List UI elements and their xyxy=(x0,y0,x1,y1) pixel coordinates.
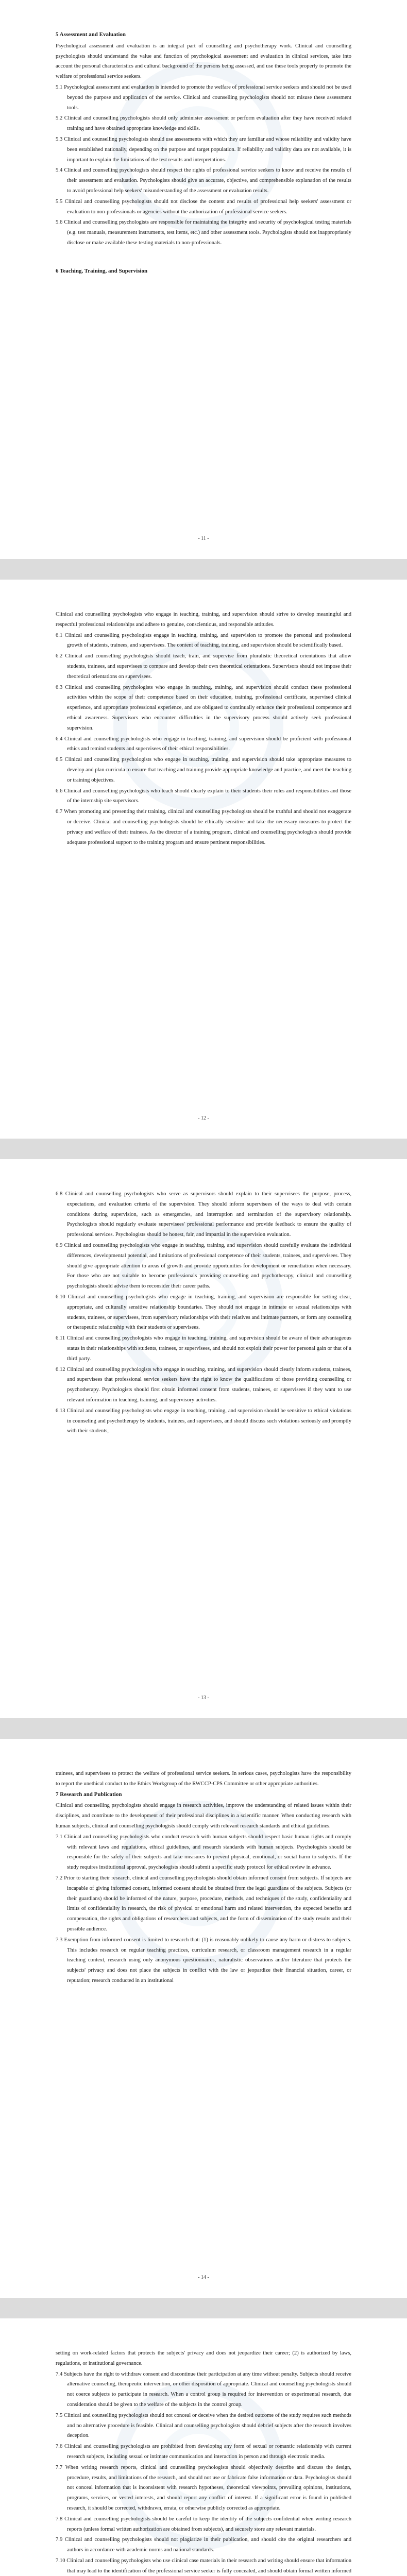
paragraph: trainees, and supervisees to protect the welfare of professional service seekers. In serious cases, psychologists have the responsibility to report the unethical conduct to the Ethics Workgroup of the RWCCP-CPS Committee or other appropriate authorities. xyxy=(56,1771,351,1787)
numbered-clause: 7.3 Exemption from informed consent is limited to research that: (1) is reasonably unlikely to cause any harm or distress to subjects. This includes research on regular teaching practices, curriculum research, or classroom management research in a regular teaching context, research using only anonymous questionnaires, naturalistic observations and/or literature that protects the subjects' privacy and does not place the subjects in conflict with the law or jeopardize their financial situation, career, or reputation; research conducted in an institutional xyxy=(56,1937,351,1984)
page-content xyxy=(56,1189,351,1437)
paragraph: Psychological assessment and evaluation is an integral part of counselling and psychotherapy work. Clinical and counselling psychologists should understand the value and function of psychological assessment and evaluation in clinical services, take into account the personal characteristics and cultural background of the persons being assessed, and use these tools properly to promote the welfare of professional service seekers. xyxy=(56,43,351,80)
numbered-clause: 6.7 When promoting and presenting their training, clinical and counselling psychologists should be truthful and should not exaggerate or deceive. Clinical and counselling psychologists should be ethically sensitive and take the necessary measures to protect the privacy and welfare of their trainees. As the director of a training program, clinical and counselling psychologists should provide adequate professional support to the training program and ensure pertinent responsibilities. xyxy=(56,809,351,845)
numbered-clause: 6.5 Clinical and counselling psychologists who engage in teaching, training, and supervision should take appropriate measures to develop and plan curricula to ensure that teaching and training provide appropriate knowledge and practice, and meet the teaching or training objectives. xyxy=(56,757,351,783)
paragraph: Clinical and counselling psychologists who engage in teaching, training, and supervision should strive to develop meaningful and respectful professional relationships and adhere to genuine, conscientious, and responsible attitudes. xyxy=(56,612,351,628)
page-number: - 13 - xyxy=(198,1695,209,1701)
document-page-5 xyxy=(0,2318,407,2576)
page-content xyxy=(56,609,351,848)
numbered-clause: 6.9 Clinical and counselling psychologists who engage in teaching, training, and supervision should carefully evaluate the individual differences, developmental potential, and limitations of professional competence of their students, trainees, and supervisees. They should give appropriate attention to areas of growth and provide opportunities for development or remediation when necessary. For those who are not suitable to become professionals providing counselling and psychotherapy, clinical and counselling psychologists should advise them to reconsider their career paths. xyxy=(56,1242,351,1290)
numbered-clause: 7.2 Prior to starting their research, clinical and counselling psychologists should obtain informed consent from subjects. If subjects are incapable of giving informed consent, informed consent should be obtained from the legal guardians of the subjects. Subjects (or their guardians) should be informed of the nature, purpose, procedure, methods, and techniques of the study, confidentiality and limits of confidentiality in research, the risk of physical or emotional harm and related intervention, the expected benefits and compensation, the rights and obligations of researchers and subjects, and the form of dissemination of the study results and their possible audience. xyxy=(56,1875,351,1932)
page-number: - 12 - xyxy=(198,1115,209,1121)
spacer xyxy=(56,249,351,266)
numbered-clause: 6.2 Clinical and counselling psychologists should teach, train, and supervise from pluralistic theoretical orientations that allow students, trainees, and supervisees to compare and develop their own theoretical orientations. Supervisors should not impose their theoretical orientations on supervisees. xyxy=(56,653,351,680)
document-page-4 xyxy=(0,1739,407,2298)
page-content xyxy=(56,30,351,278)
numbered-clause: 7.5 Clinical and counselling psychologists should not conceal or deceive when the desired outcome of the study requires such methods and no alternative procedure is feasible. Clinical and counselling psychologists should debrief subjects after the research involves deception. xyxy=(56,2412,351,2439)
numbered-clause: 7.4 Subjects have the right to withdraw consent and discontinue their participation at any time without penalty. Subjects should receive alternative counseling, therapeutic intervention, or other disposition of appropriate. Clinical and counselling psychologists should not coerce subjects to participate in research. When a control group is required for intervention or experimental research, due consideration should be given to the welfare of the subjects in the control group. xyxy=(56,2371,351,2408)
numbered-clause: 7.10 Clinical and counselling psychologists who use clinical case materials in their research and writing should ensure that information that may lead to the identification of the professional service seeker is fully concealed, and should obtain formal written informed xyxy=(56,2557,351,2574)
section-heading: 7 Research and Publication xyxy=(56,1791,122,1798)
numbered-clause: 6.11 Clinical and counselling psychologists who engage in teaching, training, and supervision should be aware of their advantageous status in their relationships with students, trainees, or supervisees, and should not exploit their power for personal gain or that of a third party. xyxy=(56,1335,351,1362)
section-heading: 6 Teaching, Training, and Supervision xyxy=(56,267,148,274)
numbered-clause: 5.1 Psychological assessment and evaluation is intended to promote the welfare of professional service seekers and should not be used beyond the purpose and application of the service. Clinical and counselling psychologists should not misuse these assessment tools. xyxy=(56,84,351,111)
numbered-clause: 5.6 Clinical and counselling psychologists are responsible for maintaining the integrity and security of psychological testing materials (e.g. test manuals, measurement instruments, test items, etc.) and other assessment tools. Psychologists should not inappropriately disclose or make available these testing materials to non-professionals. xyxy=(56,219,351,246)
numbered-clause: 7.1 Clinical and counselling psychologists who conduct research with human subjects should respect basic human rights and comply with relevant laws and regulations, ethical guidelines, and research standards with human subjects. Psychologists should be responsible for the safety of their subjects and take measures to prevent physical, emotional, or social harm to subjects. If the study requires institutional approval, psychologists should submit a specific study protocol for ethical review in advance. xyxy=(56,1834,351,1871)
paragraph: setting on work-related factors that protects the subjects' privacy and does not jeopardize their career; (2) is authorized by laws, regulations, or institutional governance. xyxy=(56,2350,351,2366)
page-content xyxy=(56,1769,351,1987)
numbered-clause: 6.12 Clinical and counselling psychologists who engage in teaching, training, and supervision should clearly inform students, trainees, and supervisees that professional service seekers have the right to know the qualifications of those providing counselling or psychotherapy. Psychologists should first obtain informed consent from students, trainees, or supervisees if they want to use relevant information in teaching, training, and supervisory activities. xyxy=(56,1366,351,1403)
numbered-clause: 6.6 Clinical and counselling psychologists who teach should clearly explain to their students their roles and responsibilities and those of the internship site supervisors. xyxy=(56,788,351,804)
numbered-clause: 7.6 Clinical and counselling psychologists are prohibited from developing any form of sexual or romantic relationship with current research subjects, including sexual or intimate communication and interaction in person and through electronic media. xyxy=(56,2444,351,2460)
numbered-clause: 5.3 Clinical and counselling psychologists should use assessments with which they are familiar and whose reliability and validity have been established nationally, depending on the purpose and target population. If reliability and validity data are not available, it is important to explain the limitations of the test results and interpretations. xyxy=(56,136,351,163)
section-heading: 5 Assessment and Evaluation xyxy=(56,31,126,38)
document-page-2 xyxy=(0,580,407,1139)
numbered-clause: 6.13 Clinical and counselling psychologists who engage in teaching, training, and supervision should be sensitive to ethical violations in counseling and psychotherapy by students, trainees, and supervisees, and should discuss such violations seriously and promptly with their students, xyxy=(56,1408,351,1434)
numbered-clause: 5.5 Clinical and counselling psychologists should not disclose the content and results of professional help seekers' assessment or evaluation to non-professionals or agencies without the authorization of professional service seekers. xyxy=(56,198,351,215)
page-number: - 11 - xyxy=(198,536,209,541)
numbered-clause: 5.4 Clinical and counselling psychologists should respect the rights of professional service seekers to know and receive the results of their assessment and evaluation. Psychologists should give an accurate, objective, and comprehensible explanation of the results to avoid professional help seekers' misunderstanding of the assessment or evaluation results. xyxy=(56,167,351,194)
numbered-clause: 6.3 Clinical and counselling psychologists who engage in teaching, training, and supervision should conduct these professional activities within the scope of their competence based on their education, training, professional certificate, supervised clinical experience, and appropriate professional experience, and are obligated to continually enhance their professional competence and ethical awareness. Supervisors who encounter difficulties in the supervisory process should actively seek professional supervision. xyxy=(56,684,351,731)
numbered-clause: 7.8 Clinical and counselling psychologists should be careful to keep the identity of the subjects confidential when writing research reports (unless formal written authorization are obtained from subjects), and securely store any relevant materials. xyxy=(56,2516,351,2532)
numbered-clause: 7.7 When writing research reports, clinical and counselling psychologists should objectively describe and discuss the design, procedure, results, and limitations of the research, and should not use or fabricate false information or data. Psychologists should not conceal information that is inconsistent with research hypotheses, theoretical viewpoints, prevailing opinions, institutions, programs, services, or vested interests, and should report any conflict of interest. If a significant error is found in published research, it should be corrected, withdrawn, errata, or otherwise publicly corrected as appropriate. xyxy=(56,2464,351,2511)
page-content xyxy=(56,2348,351,2576)
paragraph: Clinical and counselling psychologists should engage in research activities, improve the understanding of related issues within their disciplines, and contribute to the development of their professional disciplines in a scientific manner. When conducting research with human subjects, clinical and counselling psychologists should comply with relevant research standards and ethical guidelines. xyxy=(56,1803,351,1829)
numbered-clause: 6.10 Clinical and counselling psychologists who engage in teaching, training, and supervision are responsible for setting clear, appropriate, and culturally sensitive relationship boundaries. They should not engage in intimate or sexual relationships with students, trainees, or supervisees, from supervisory relationships with their relatives and intimate partners, or form any counseling or therapeutic relationship with their students or supervisees. xyxy=(56,1294,351,1331)
document-page-3 xyxy=(0,1159,407,1718)
page-number: - 14 - xyxy=(198,2275,209,2280)
numbered-clause: 5.2 Clinical and counselling psychologists should only administer assessment or perform evaluation after they have received related training and have obtained appropriate knowledge and skills. xyxy=(56,115,351,132)
numbered-clause: 7.9 Clinical and counselling psychologists should not plagiarize in their publication, and should cite the original researchers and authors in accordance with academic norms and national standards. xyxy=(56,2537,351,2553)
numbered-clause: 6.1 Clinical and counselling psychologists engage in teaching, training, and supervision to promote the personal and professional growth of students, trainees, and supervisees. The content of teaching, training, and supervision should be scientifically based. xyxy=(56,632,351,649)
document-page-1 xyxy=(0,0,407,559)
numbered-clause: 6.8 Clinical and counselling psychologists who serve as supervisors should explain to their supervisees the purpose, process, expectations, and evaluation criteria of the supervision. They should inform supervisees of the ways to deal with certain conditions during supervision, such as emergencies, and interruption and termination of the supervisory relationship. Psychologists should regularly evaluate supervisees' professional performance and provide feedback to ensure the quality of professional services. Psychologists should be honest, fair, and impartial in the supervision evaluation. xyxy=(56,1191,351,1238)
numbered-clause: 6.4 Clinical and counselling psychologists who engage in teaching, training, and supervision should be proficient with professional ethics and remind students and supervisees of their ethical responsibilities. xyxy=(56,736,351,752)
